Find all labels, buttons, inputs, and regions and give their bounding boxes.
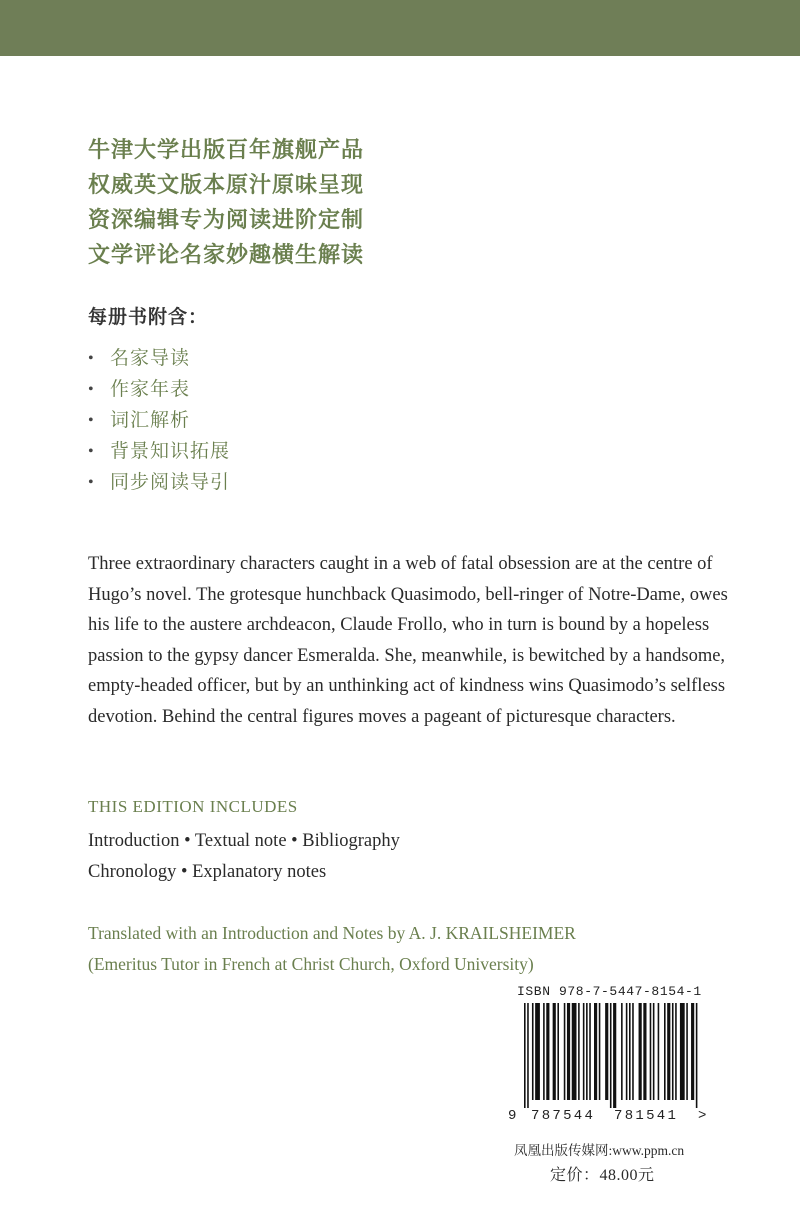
barcode-digit-end: >: [698, 1108, 709, 1124]
bullet-dot-icon: •: [88, 443, 95, 460]
contents-list-item: [88, 405, 230, 436]
edition-includes-line: Introduction • Textual note • Bibliography: [88, 831, 400, 851]
barcode-bar: [621, 1003, 623, 1100]
barcode-bar: [672, 1003, 674, 1100]
bullet-dot-icon: •: [88, 350, 95, 367]
contents-list: [88, 343, 230, 498]
price-label: 定价：48.00元: [550, 1167, 655, 1184]
translator-credit: [88, 918, 576, 980]
barcode-bar: [613, 1003, 616, 1108]
contents-list-item: [88, 374, 230, 405]
barcode-bar: [594, 1003, 597, 1100]
barcode-bar: [586, 1003, 588, 1100]
barcode-bar: [667, 1003, 670, 1100]
barcode-bar: [675, 1003, 677, 1100]
barcode-bar: [664, 1003, 666, 1100]
barcode-bar: [650, 1003, 652, 1100]
edition-includes-heading: THIS EDITION INCLUDES: [88, 797, 298, 816]
chinese-tagline: [88, 132, 508, 272]
barcode-bar: [557, 1003, 559, 1100]
translator-credit-line: Translated with an Introduction and Notes by A. J. KRAILSHEIMER: [88, 923, 576, 943]
barcode-bar: [578, 1003, 580, 1100]
barcode: [524, 1003, 699, 1108]
barcode-bar: [567, 1003, 570, 1100]
barcode-bar: [643, 1003, 646, 1100]
edition-includes-line: Chronology • Explanatory notes: [88, 861, 327, 882]
edition-includes-lines: [88, 826, 400, 887]
barcode-bar: [564, 1003, 566, 1100]
contents-list-item-label: 词汇解析: [110, 410, 191, 431]
barcode-bar: [546, 1003, 549, 1100]
barcode-bar: [696, 1003, 698, 1108]
top-color-band: [0, 0, 800, 56]
translator-affiliation-line: (Emeritus Tutor in French at Christ Church, Oxford University): [88, 954, 534, 974]
contents-list-item-label: 背景知识拓展: [110, 441, 231, 462]
tagline-line: 权威英文版本原汁原味呈现: [88, 172, 365, 197]
contents-heading: 每册书附含：: [88, 307, 209, 328]
barcode-bar: [572, 1003, 577, 1100]
barcode-bar: [632, 1003, 634, 1100]
barcode-digit-lead: 9: [508, 1108, 519, 1124]
bullet-dot-icon: •: [88, 412, 95, 429]
barcode-bar: [524, 1003, 526, 1108]
barcode-bar: [639, 1003, 642, 1100]
contents-list-item-label: 同步阅读导引: [110, 472, 231, 493]
barcode-bar: [527, 1003, 529, 1108]
tagline-line: 牛津大学出版百年旗舰产品: [88, 137, 365, 162]
barcode-bar: [653, 1003, 655, 1100]
barcode-bar: [553, 1003, 556, 1100]
contents-list-item-label: 作家年表: [110, 379, 191, 400]
barcode-bar: [605, 1003, 608, 1100]
barcode-bar: [532, 1003, 534, 1100]
isbn-label: ISBN 978-7-5447-8154-1: [517, 984, 702, 999]
bullet-dot-icon: •: [88, 474, 95, 491]
barcode-bar: [610, 1003, 612, 1108]
barcode-bar: [599, 1003, 601, 1100]
bullet-dot-icon: •: [88, 381, 95, 398]
barcode-bar: [583, 1003, 585, 1100]
barcode-digits-right: 781541: [614, 1108, 679, 1124]
barcode-bar: [589, 1003, 591, 1100]
barcode-digits-left: 787544: [531, 1108, 596, 1124]
barcode-bar: [543, 1003, 545, 1100]
book-blurb: Three extraordinary characters caught in a web of fatal obsession are at the centre of Hugo’s novel. The grotesque hunchback Quasimodo, bell-ringer of Notre-Dame, owes his life to the austere archdeacon, Claude Frollo, who in turn is bound by a hopeless passion to the gypsy dancer Esmeralda. She, meanwhile, is bewitched by a handsome, empty-headed officer, but by an unthinking act of kindness wins Quasimodo’s selfless devotion. Behind the central figures moves a pageant of picturesque characters.: [88, 554, 728, 727]
barcode-bar: [686, 1003, 688, 1100]
barcode-bar: [629, 1003, 631, 1100]
tagline-line: 文学评论名家妙趣横生解读: [88, 242, 365, 267]
barcode-bar: [535, 1003, 540, 1100]
barcode-bar: [680, 1003, 685, 1100]
barcode-bar: [691, 1003, 694, 1100]
tagline-line: 资深编辑专为阅读进阶定制: [88, 207, 365, 232]
contents-list-item: [88, 343, 230, 374]
publisher-website: 凤凰出版传媒网:www.ppm.cn: [514, 1143, 685, 1158]
contents-list-item: [88, 467, 230, 498]
barcode-bar: [626, 1003, 628, 1100]
contents-list-item-label: 名家导读: [110, 348, 191, 369]
contents-list-item: [88, 436, 230, 467]
barcode-bar: [658, 1003, 660, 1100]
